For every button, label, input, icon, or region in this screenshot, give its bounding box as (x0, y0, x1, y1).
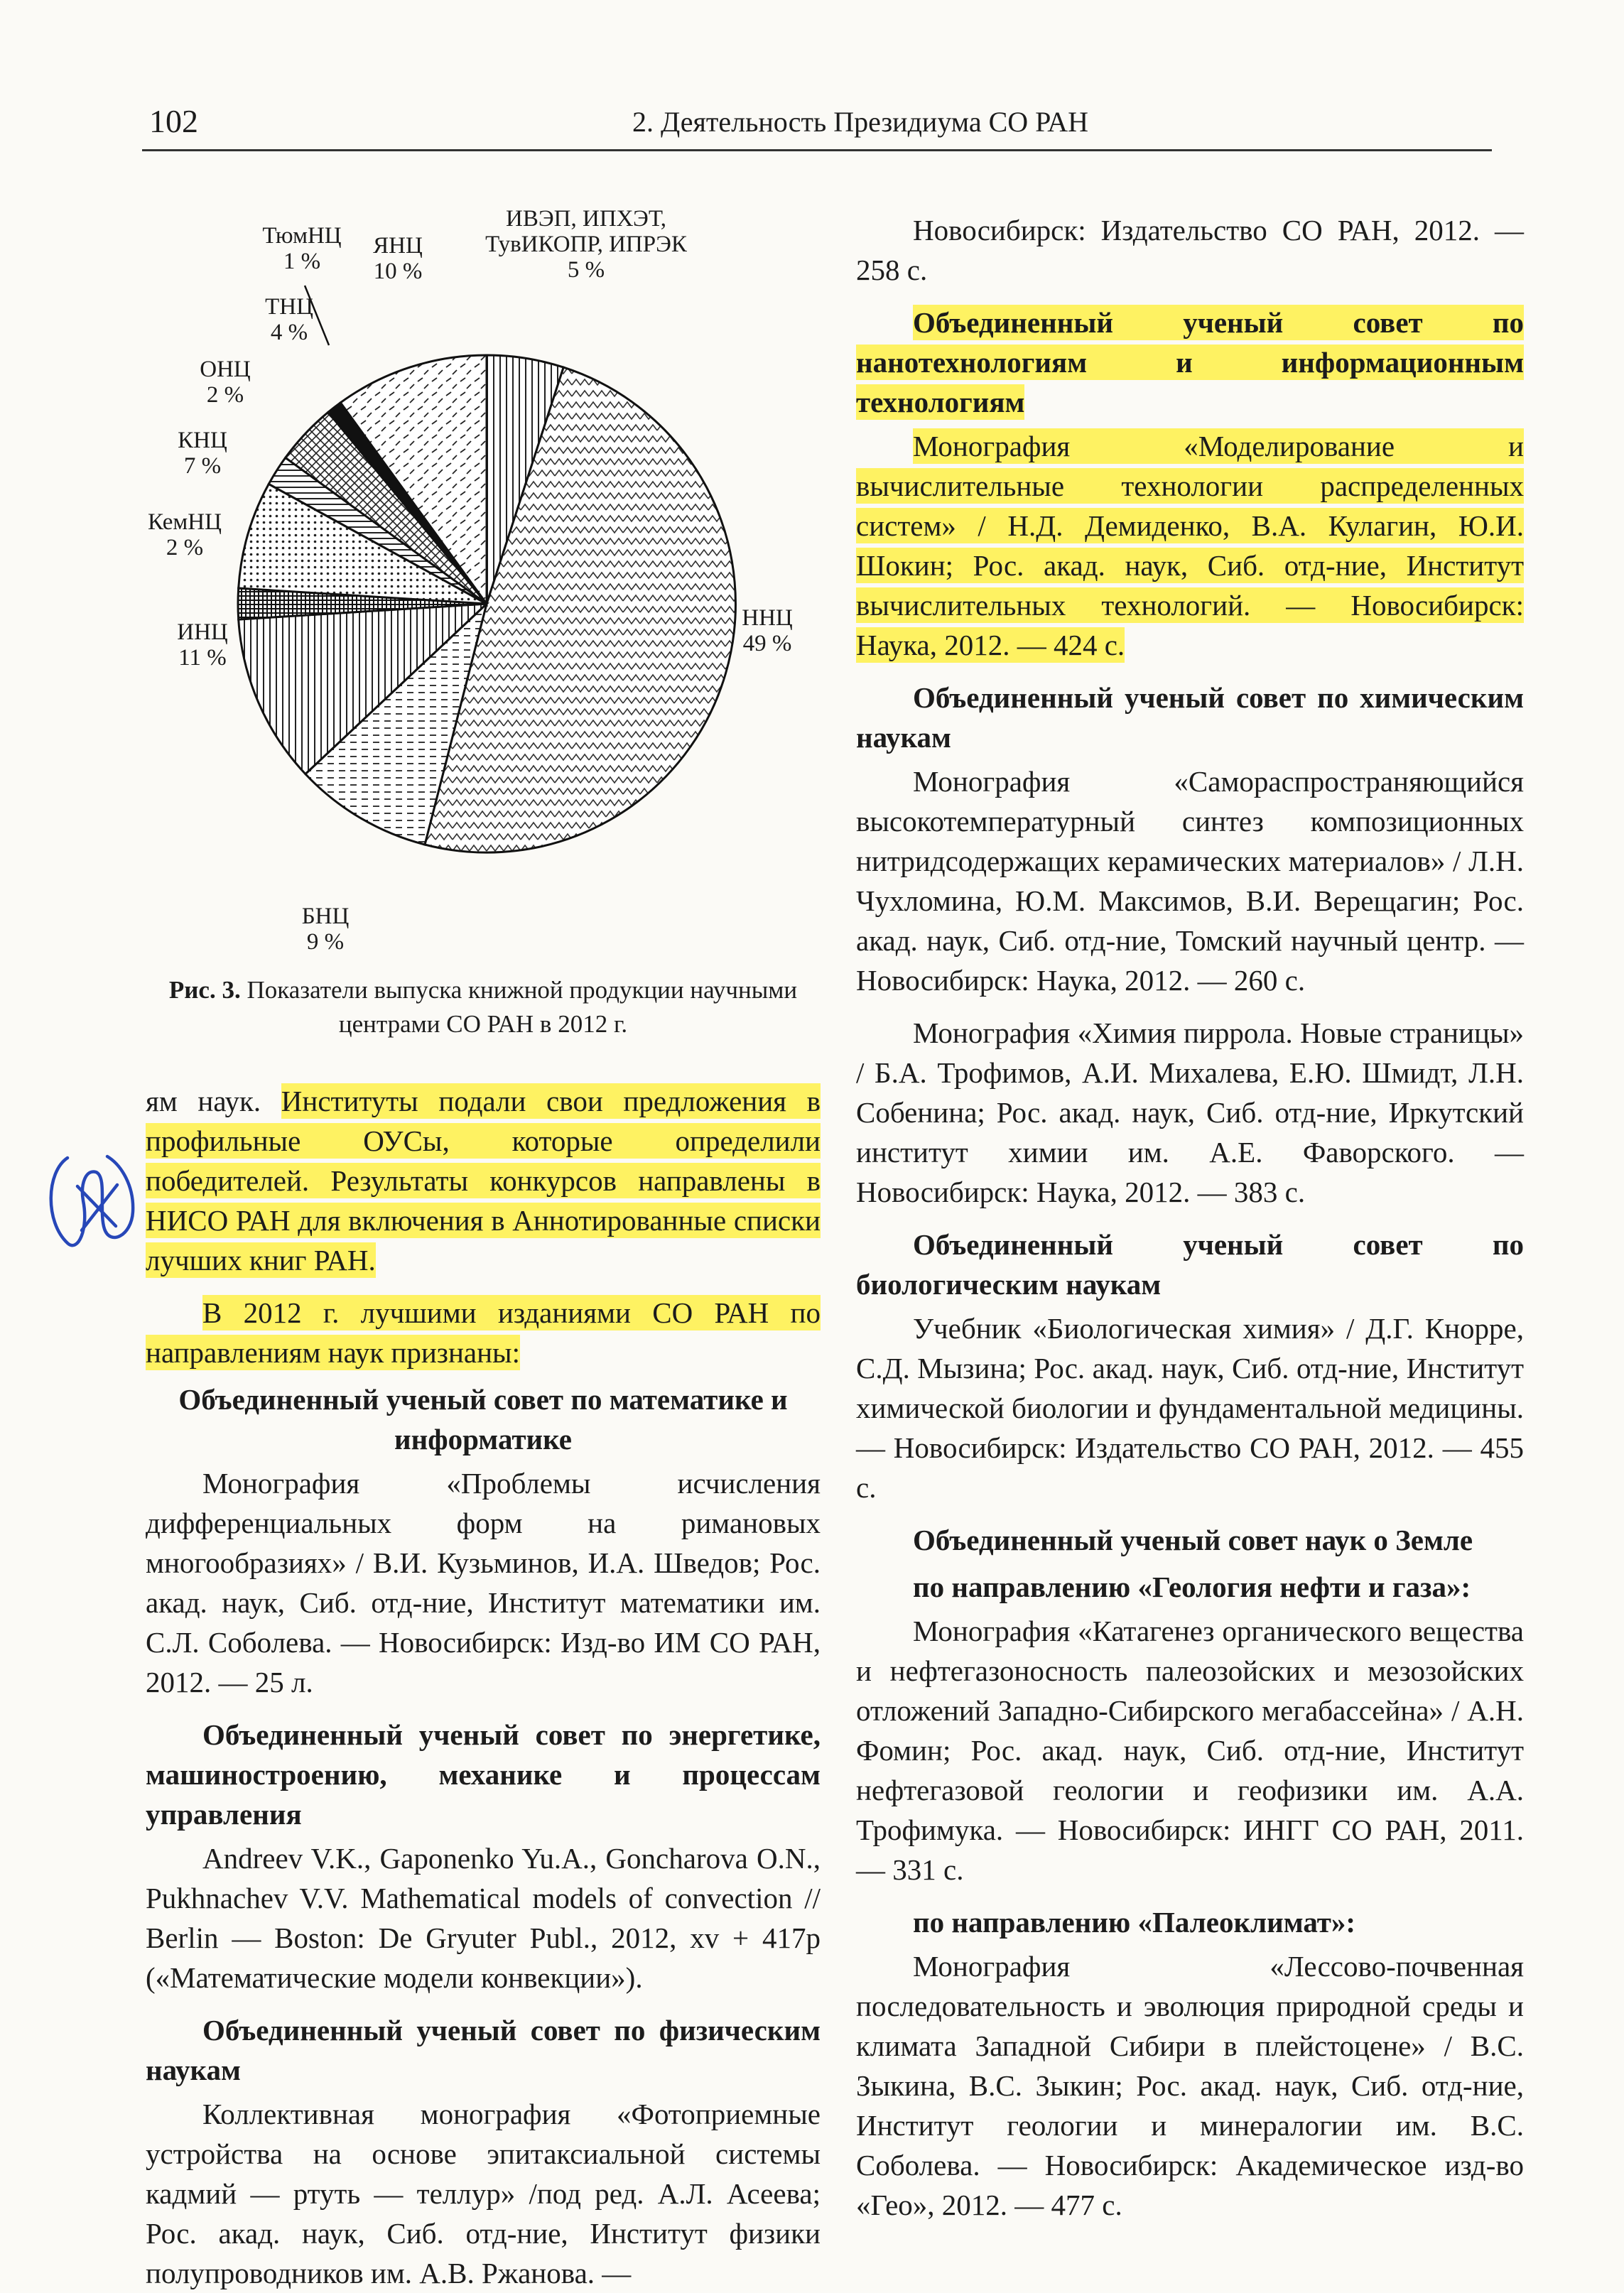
page-number: 102 (149, 103, 198, 139)
pie-slice-label: ТНЦ 4 % (265, 294, 313, 345)
pie-slice-label: КемНЦ 2 % (148, 509, 222, 560)
running-title: 2. Деятельность Президиума СО РАН (632, 106, 1089, 138)
highlighted-text: Институты подали свои предложения в профильные ОУСы, которые определили победителей. Результаты конкурсов направлены в НИСО РАН для включения в Аннотированные списки лучших книг РАН. (146, 1085, 821, 1276)
right-column (856, 210, 1524, 2225)
pie-chart (146, 206, 821, 973)
pie-slice-label: ТюмНЦ 1 % (262, 223, 342, 274)
left-column (146, 206, 821, 2293)
paragraph-institutes (146, 1081, 821, 1280)
pie-slice-label: ИНЦ 11 % (177, 619, 228, 671)
entry-physics: Коллективная монография «Фотоприемные устройства на основе эпитаксиальной системы кадмий — ртуть — теллур» /под ред. А.Л. Асеева; Рос. акад. наук, Сиб. отд-ние, Институт физики полупроводников им. А.В. Ржанова. — (146, 2098, 821, 2289)
paragraph-plain: ям наук. (146, 1085, 281, 1117)
heading-physics: Объединенный ученый совет по физическим наукам (146, 2014, 821, 2086)
pie-slice-label: ИВЭП, ИПХЭТ, ТувИКОПР, ИПРЭК 5 % (485, 206, 687, 283)
entry-oil: Монография «Катагенез органического вещества и нефтегазоносность палеозойских и мезозойских отложений Западно-Сибирского мегабассейна» / А.Н. Фомин; Рос. акад. наук, Сиб. отд-ние, Институт нефтегазовой геологии и геофизики им. А.А. Трофимука. — Новосибирск: ИНГГ СО РАН, 2011. — 331 с. (856, 1615, 1524, 1886)
caption-text: Показатели выпуска книжной продукции научными центрами СО РАН в 2012 г. (247, 976, 798, 1038)
heading-oil: по направлению «Геология нефти и газа»: (913, 1571, 1471, 1603)
figure-caption (160, 973, 806, 1041)
highlighted-text: Объединенный ученый совет по нанотехнологиям и информационным технологиям (856, 306, 1524, 418)
entry-math: Монография «Проблемы исчисления дифференциальных форм на римановых многообразиях» / В.И. Кузьминов, И.А. Шведов; Рос. акад. наук, Сиб. отд-ние, Институт математики им. С.Л. Соболева. — Новосибирск: Изд-во ИМ СО РАН, 2012. — 25 л. (146, 1467, 821, 1698)
heading-biology: Объединенный ученый совет по биологическим наукам (856, 1228, 1524, 1301)
entry-chemistry-1: Монография «Самораспространяющийся высокотемпературный синтез композиционных нитридсодержащих керамических материалов» / Л.Н. Чухломина, Ю.М. Максимов, В.И. Верещагин; Рос. акад. наук, Сиб. отд-ние, Томский научный центр. — Новосибирск: Наука, 2012. — 260 с. (856, 765, 1524, 997)
handwritten-mark (39, 1144, 146, 1264)
highlighted-text: Монография «Моделирование и вычислительные технологии распределенных систем» / Н.Д. Демиденко, В.А. Кулагин, Ю.И. Шокин; Рос. акад. наук, Сиб. отд-ние, Институт вычислительных технологий. — Новосибирск: Наука, 2012. — 424 с. (856, 430, 1524, 661)
entry-chemistry-2: Монография «Химия пиррола. Новые страницы» / Б.А. Трофимов, А.И. Михалева, Е.Ю. Шмидт, Л.Н. Собенина; Рос. акад. наук, Сиб. отд-ние, Иркутский институт химии им. А.Е. Фаворского. — Новосибирск: Наука, 2012. — 383 с. (856, 1017, 1524, 1208)
heading-energy: Объединенный ученый совет по энергетике, машиностроению, механике и процессам управления (146, 1718, 821, 1831)
heading-chemistry: Объединенный ученый совет по химическим наукам (856, 681, 1524, 754)
pie-slice-label: ЯНЦ 10 % (373, 233, 423, 284)
heading-paleo: по направлению «Палеоклимат»: (913, 1906, 1356, 1939)
entry-continued: Новосибирск: Издательство СО РАН, 2012. — 258 с. (856, 214, 1524, 286)
heading-math: Объединенный ученый совет по математике и информатике (178, 1383, 788, 1456)
pie-slice-label: ОНЦ 2 % (200, 357, 251, 408)
entry-energy: Andreev V.K., Gaponenko Yu.A., Goncharova O.N., Pukhnachev V.V. Mathematical models of convection // Berlin — Boston: De Gryuter Publ., 2012, xv + 417p («Математические модели конвекции»). (146, 1842, 821, 1994)
pie-slice-label: КНЦ 7 % (178, 428, 227, 479)
highlighted-text: В 2012 г. лучшими изданиями СО РАН по направлениям наук признаны: (146, 1296, 821, 1369)
pie-slice-label: БНЦ 9 % (301, 904, 350, 955)
paragraph-best (146, 1293, 821, 1372)
pie-slice-label: ННЦ 49 % (742, 605, 793, 656)
heading-nano (856, 303, 1524, 422)
entry-paleo: Монография «Лессово-почвенная последовательность и эволюция природной среды и климата Западной Сибири в плейстоцене» / В.С. Зыкина, В.С. Зыкин; Рос. акад. наук, Сиб. отд-ние, Институт геологии и минералогии им. В.С. Соболева. — Новосибирск: Академическое изд-во «Гео», 2012. — 477 с. (856, 1950, 1524, 2221)
page-header (142, 99, 1492, 151)
entry-biology: Учебник «Биологическая химия» / Д.Г. Кнорре, С.Д. Мызина; Рос. акад. наук, Сиб. отд-ние, Институт химической биологии и фундаментальной медицины. — Новосибирск: Издательство СО РАН, 2012. — 455 с. (856, 1312, 1524, 1504)
heading-earth: Объединенный ученый совет наук о Земле (913, 1524, 1473, 1556)
figure (146, 206, 821, 973)
caption-label: Рис. 3. (168, 976, 241, 1004)
entry-nano (856, 426, 1524, 665)
